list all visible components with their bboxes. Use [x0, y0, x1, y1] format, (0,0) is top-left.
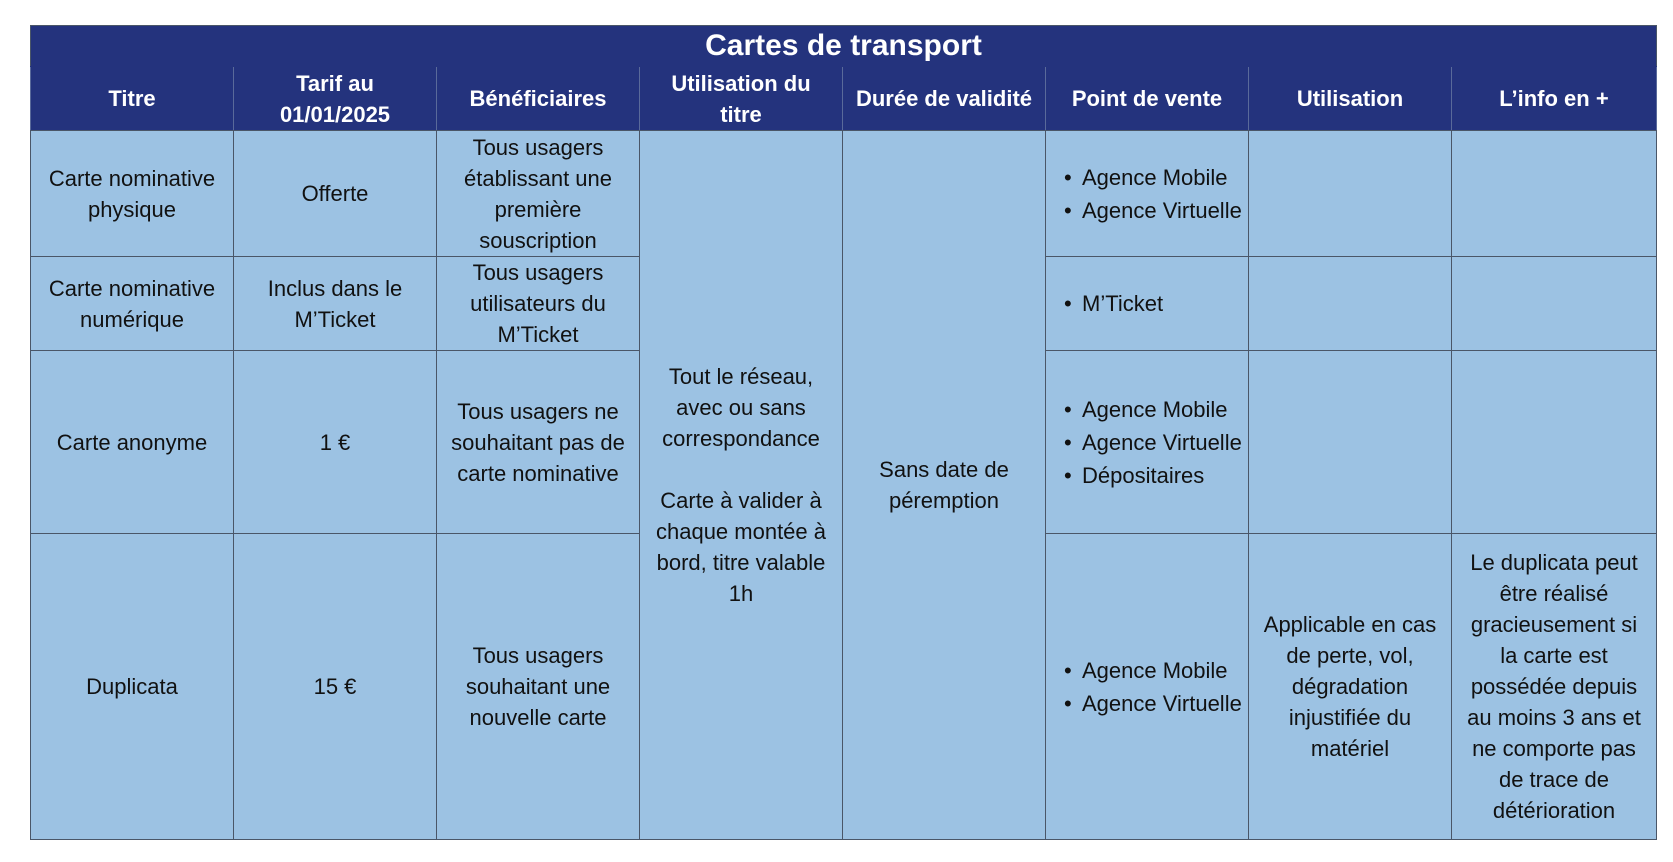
spacer: [648, 454, 834, 485]
cell-tarif: Inclus dans le M’Ticket: [234, 257, 437, 351]
header-beneficiaires: Bénéficiaires: [437, 67, 640, 131]
point-de-vente-list: [1060, 288, 1242, 319]
cell-titre: Carte anonyme: [31, 351, 234, 534]
table-title: Cartes de transport: [31, 26, 1657, 67]
header-utilisation-du-titre: Utilisation du titre: [640, 67, 843, 131]
point-de-vente-item: • Agence Mobile: [1060, 394, 1242, 425]
header-point-de-vente: Point de vente: [1046, 67, 1249, 131]
header-utilisation: Utilisation: [1249, 67, 1452, 131]
cell-info: [1452, 257, 1657, 351]
point-de-vente-item: • Agence Virtuelle: [1060, 688, 1242, 719]
cell-titre: Carte nominative physique: [31, 131, 234, 257]
utilisation-du-titre-validation: Carte à valider à chaque montée à bord, titre valable 1h: [655, 488, 827, 606]
point-de-vente-item: • Dépositaires: [1060, 460, 1242, 491]
cell-beneficiaires: Tous usagers utilisateurs du M’Ticket: [437, 257, 640, 351]
table-title-row: [31, 26, 1657, 67]
cell-utilisation-du-titre: [640, 131, 843, 840]
utilisation-du-titre-network: Tout le réseau, avec ou sans correspondance: [662, 364, 820, 451]
point-de-vente-list: [1060, 162, 1242, 226]
header-info-en-plus: L’info en +: [1452, 67, 1657, 131]
header-tarif: Tarif au 01/01/2025: [234, 67, 437, 131]
header-duree-de-validite: Durée de validité: [843, 67, 1046, 131]
point-de-vente-item: • Agence Mobile: [1060, 162, 1242, 193]
table-row: [31, 131, 1657, 257]
transport-cards-table-wrapper: [30, 25, 1656, 840]
cell-tarif: 1 €: [234, 351, 437, 534]
cell-info: [1452, 131, 1657, 257]
point-de-vente-list: [1060, 655, 1242, 719]
cell-tarif: 15 €: [234, 534, 437, 840]
table-header-row: [31, 67, 1657, 131]
cell-titre: Duplicata: [31, 534, 234, 840]
cell-duree-de-validite: Sans date de péremption: [843, 131, 1046, 840]
cell-beneficiaires: Tous usagers ne souhaitant pas de carte nominative: [437, 351, 640, 534]
cell-point-de-vente: [1046, 257, 1249, 351]
point-de-vente-item: • M’Ticket: [1060, 288, 1242, 319]
cell-beneficiaires: Tous usagers établissant une première souscription: [437, 131, 640, 257]
cell-utilisation: [1249, 351, 1452, 534]
cell-info: [1452, 351, 1657, 534]
transport-cards-table: [30, 25, 1657, 840]
point-de-vente-item: • Agence Virtuelle: [1060, 427, 1242, 458]
cell-point-de-vente: [1046, 131, 1249, 257]
cell-utilisation: Applicable en cas de perte, vol, dégradation injustifiée du matériel: [1249, 534, 1452, 840]
cell-info: Le duplicata peut être réalisé gracieusement si la carte est possédée depuis au moins 3 ans et ne comporte pas de trace de détérioration: [1452, 534, 1657, 840]
cell-tarif: Offerte: [234, 131, 437, 257]
cell-titre: Carte nominative numérique: [31, 257, 234, 351]
cell-point-de-vente: [1046, 351, 1249, 534]
cell-point-de-vente: [1046, 534, 1249, 840]
point-de-vente-list: [1060, 394, 1242, 491]
cell-utilisation: [1249, 257, 1452, 351]
point-de-vente-item: • Agence Virtuelle: [1060, 195, 1242, 226]
point-de-vente-item: • Agence Mobile: [1060, 655, 1242, 686]
cell-utilisation: [1249, 131, 1452, 257]
header-titre: Titre: [31, 67, 234, 131]
cell-beneficiaires: Tous usagers souhaitant une nouvelle carte: [437, 534, 640, 840]
